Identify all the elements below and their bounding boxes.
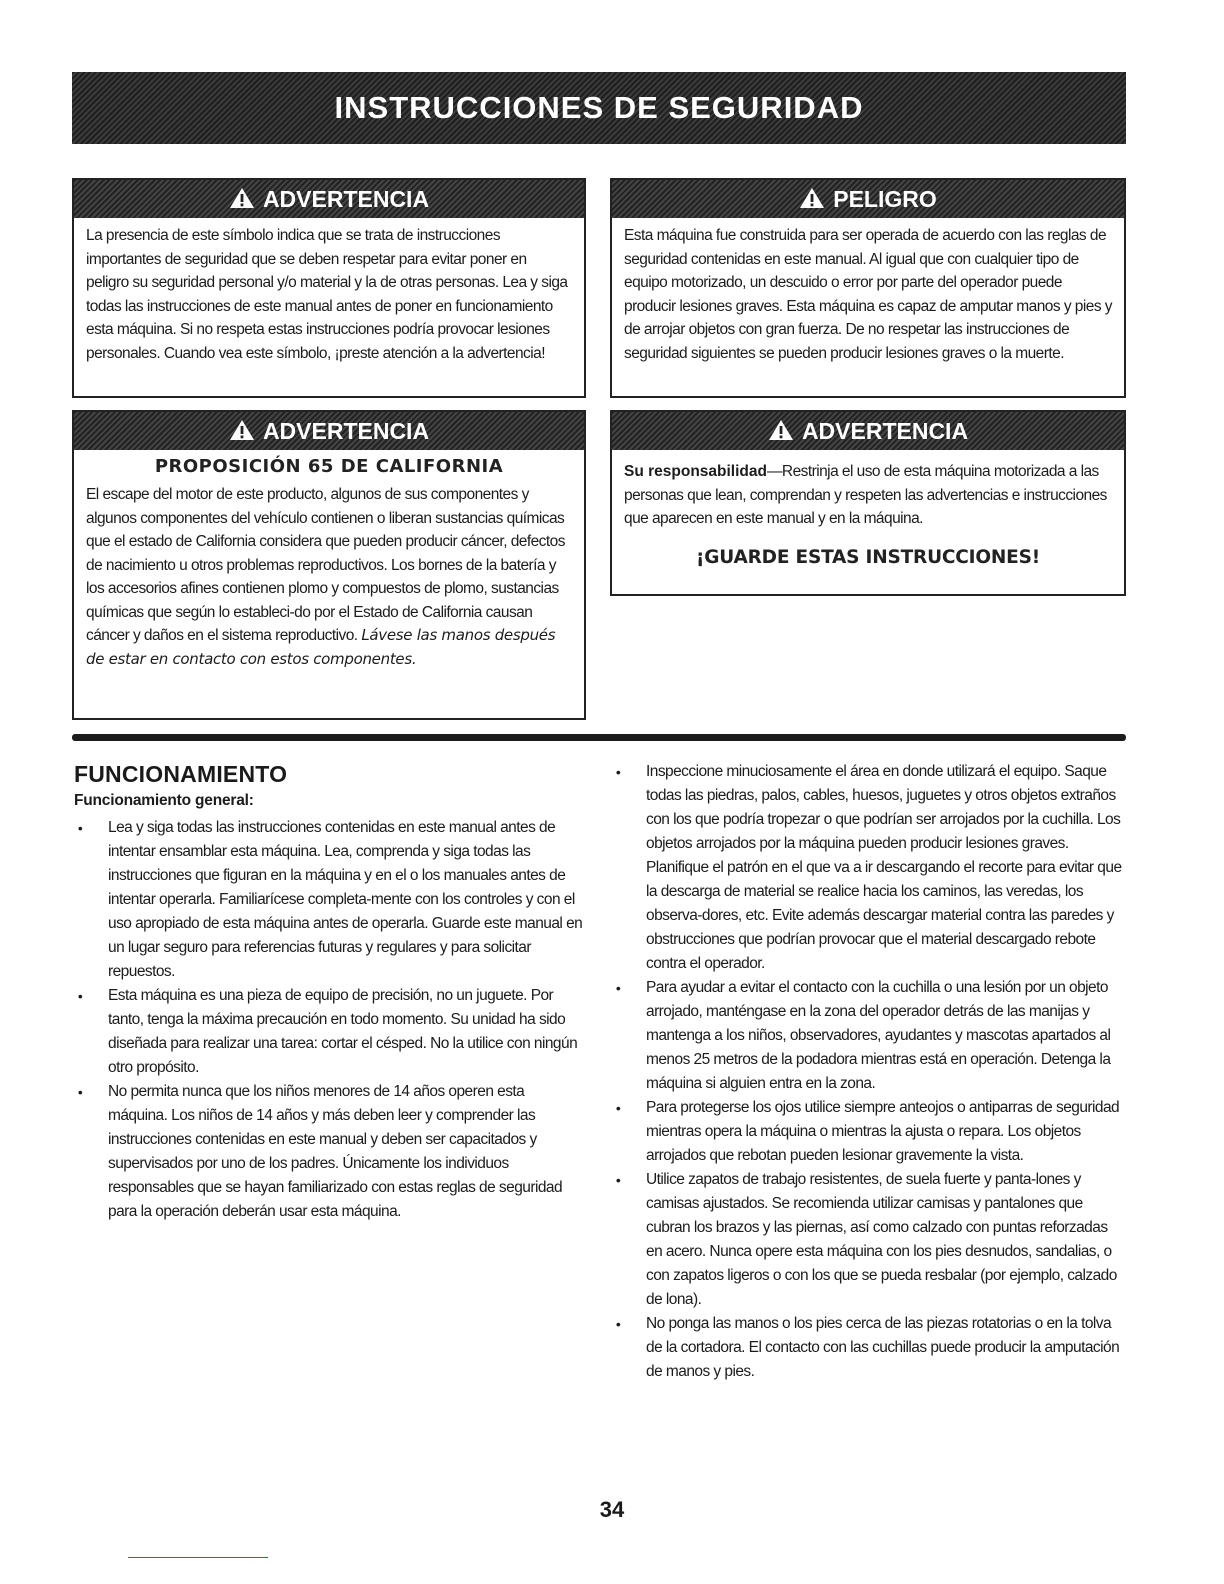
bullet-icon: • xyxy=(615,1100,621,1116)
prop65-italic-note: Lávese las manos después de estar en contacto con estos componentes. xyxy=(86,626,556,668)
list-item xyxy=(74,816,586,984)
bullet-icon: • xyxy=(615,980,621,996)
right-bullet-list xyxy=(612,760,1126,1384)
prop65-heading: ADVERTENCIA xyxy=(262,417,430,444)
bullet-icon: • xyxy=(77,1084,83,1100)
page-number: 34 xyxy=(599,1497,625,1522)
responsibility-warning-box xyxy=(610,410,1126,596)
responsibility-header xyxy=(612,412,1124,450)
bullet-icon: • xyxy=(615,1172,621,1188)
responsibility-body: —Restrinja el uso de esta máquina motorizada a las personas que lean, comprendan y respeten las advertencias e instrucciones que aparecen en este manual y en la máquina. xyxy=(624,463,1107,527)
warning-header xyxy=(74,180,584,218)
danger-header xyxy=(612,180,1124,218)
responsibility-heading: ADVERTENCIA xyxy=(801,417,969,444)
save-instructions-note: ¡GUARDE ESTAS INSTRUCCIONES! xyxy=(696,546,1040,568)
list-item xyxy=(612,1168,1126,1312)
prop65-text xyxy=(74,479,584,675)
list-item-text: Inspeccione minuciosamente el área en donde utilizará el equipo. Saque todas las piedras, palos, cables, huesos, juguetes y otros objetos extraños con los que podría tropezar o que podrían ser arrojados por la cuchilla. Los objetos arrojados por la máquina pueden producir lesiones graves. Planifique el patrón en el que va a ir descargando el recorte para evitar que la descarga de material se realice hacia los caminos, las veredas, los observa-dores, etc. Evite además descargar material contra las paredes y obstrucciones que podrían provocar que el material descargado rebote contra el operador. xyxy=(646,763,1122,972)
prop65-header xyxy=(74,412,584,450)
page-title: INSTRUCCIONES DE SEGURIDAD xyxy=(334,90,864,125)
danger-box xyxy=(610,178,1126,398)
danger-text: Esta máquina fue construida para ser operada de acuerdo con las reglas de seguridad contenidas en este manual. Al igual que con cualquier tipo de equipo motorizado, un descuido o error por parte del operador puede producir lesiones graves. Esta máquina es capaz de amputar manos y pies y de arrojar objetos con gran fuerza. De no respetar las instrucciones de seguridad siguientes se pueden producir lesiones graves o la muerte. xyxy=(624,227,1112,362)
warning-triangle-icon xyxy=(799,187,825,209)
operation-right-column xyxy=(612,760,1126,1384)
list-item-text: Para protegerse los ojos utilice siempre anteojos o antiparras de seguridad mientras opera la máquina o mientras la ajusta o repara. Los objetos arrojados que rebotan pueden lesionar gravemente la vista. xyxy=(646,1099,1120,1164)
warning-text: La presencia de este símbolo indica que se trata de instrucciones importantes de seguridad que se deben respetar para evitar poner en peligro su seguridad personal y/o material y la de otras personas. Lea y siga todas las instrucciones de este manual antes de poner en funcionamiento esta máquina. Si no respeta estas instrucciones podría provocar lesiones personales. Cuando vea este símbolo, ¡preste atención a la advertencia! xyxy=(86,227,568,362)
prop65-warning-box xyxy=(72,410,586,720)
list-item xyxy=(612,976,1126,1096)
warning-triangle-icon xyxy=(229,419,255,441)
list-item-text: Esta máquina es una pieza de equipo de precisión, no un juguete. Por tanto, tenga la máxima precaución en todo momento. Su unidad ha sido diseñada para realizar una tarea: cortar el césped. No la utilice con ningún otro propósito. xyxy=(108,987,578,1076)
list-item-text: Para ayudar a evitar el contacto con la cuchilla o una lesión por un objeto arrojado, manténgase en la zona del operador detrás de las manijas y mantenga a los niños, observadores, ayudantes y mascotas apartados al menos 25 metros de la podadora mientras está en operación. Detenga la máquina si alguien entra en la zona. xyxy=(646,979,1111,1092)
list-item xyxy=(612,760,1126,976)
list-item xyxy=(74,984,586,1080)
responsibility-label: Su responsabilidad xyxy=(624,463,767,480)
left-bullet-list xyxy=(74,816,586,1224)
footer-line xyxy=(128,1557,268,1558)
responsibility-text xyxy=(612,450,1124,535)
bullet-icon: • xyxy=(77,988,83,1004)
warning-triangle-icon xyxy=(768,419,794,441)
prop65-subheading: PROPOSICIÓN 65 DE CALIFORNIA xyxy=(154,456,504,477)
list-item xyxy=(74,1080,586,1224)
list-item-text: Lea y siga todas las instrucciones contenidas en este manual antes de intentar ensamblar esta máquina. Lea, comprenda y siga todas las instrucciones que figuran en la máquina y en el o los manuales antes de intentar operarla. Familiarícese completa-mente con los controles y con el uso apropiado de esta máquina antes de operarla. Guarde este manual en un lugar seguro para referencias futuras y regulares y para solicitar repuestos. xyxy=(108,819,583,980)
page-header-banner xyxy=(72,72,1126,144)
section-title: FUNCIONAMIENTO xyxy=(74,761,288,787)
bullet-icon: • xyxy=(615,1316,621,1332)
list-item xyxy=(612,1312,1126,1384)
bullet-icon: • xyxy=(615,764,621,780)
prop65-body: El escape del motor de este producto, algunos de sus componentes y algunos componentes del vehículo contienen o liberan sustancias químicas que el estado de California considera que pueden producir cáncer, defectos de nacimiento u otros problemas reproductivos. Los bornes de la batería y los accesorios afines contienen plomo y compuestos de plomo, sustancias químicas que según lo estableci-do por el Estado de California causan cáncer y daños en el sistema reproductivo. xyxy=(86,486,565,644)
operation-left-column xyxy=(74,760,586,1224)
warning-box-symbol xyxy=(72,178,586,398)
warning-heading: ADVERTENCIA xyxy=(262,185,430,212)
list-item-text: No ponga las manos o los pies cerca de las piezas rotatorias o en la tolva de la cortadora. El contacto con las cuchillas puede producir la amputación de manos y pies. xyxy=(646,1315,1120,1380)
section-subtitle: Funcionamiento general: xyxy=(74,792,254,809)
danger-heading: PELIGRO xyxy=(833,185,937,212)
list-item-text: No permita nunca que los niños menores de 14 años operen esta máquina. Los niños de 14 años y más deben leer y comprender las instrucciones contenidas en este manual y deben ser capacitados y supervisados por uno de los padres. Únicamente los individuos responsables que se hayan familiarizado con estas reglas de seguridad para la operación deberán usar esta máquina. xyxy=(108,1083,563,1220)
bullet-icon: • xyxy=(77,820,83,836)
section-divider xyxy=(72,734,1126,741)
warning-triangle-icon xyxy=(229,187,255,209)
list-item-text: Utilice zapatos de trabajo resistentes, de suela fuerte y panta-lones y camisas ajustados. Se recomienda utilizar camisas y pantalones que cubran los brazos y las piernas, así como calzado con puntas reforzadas en acero. Nunca opere esta máquina con los pies desnudos, sandalias, o con zapatos ligeros o con los que se pueda resbalar (por ejemplo, calzado de lona). xyxy=(646,1171,1117,1308)
list-item xyxy=(612,1096,1126,1168)
